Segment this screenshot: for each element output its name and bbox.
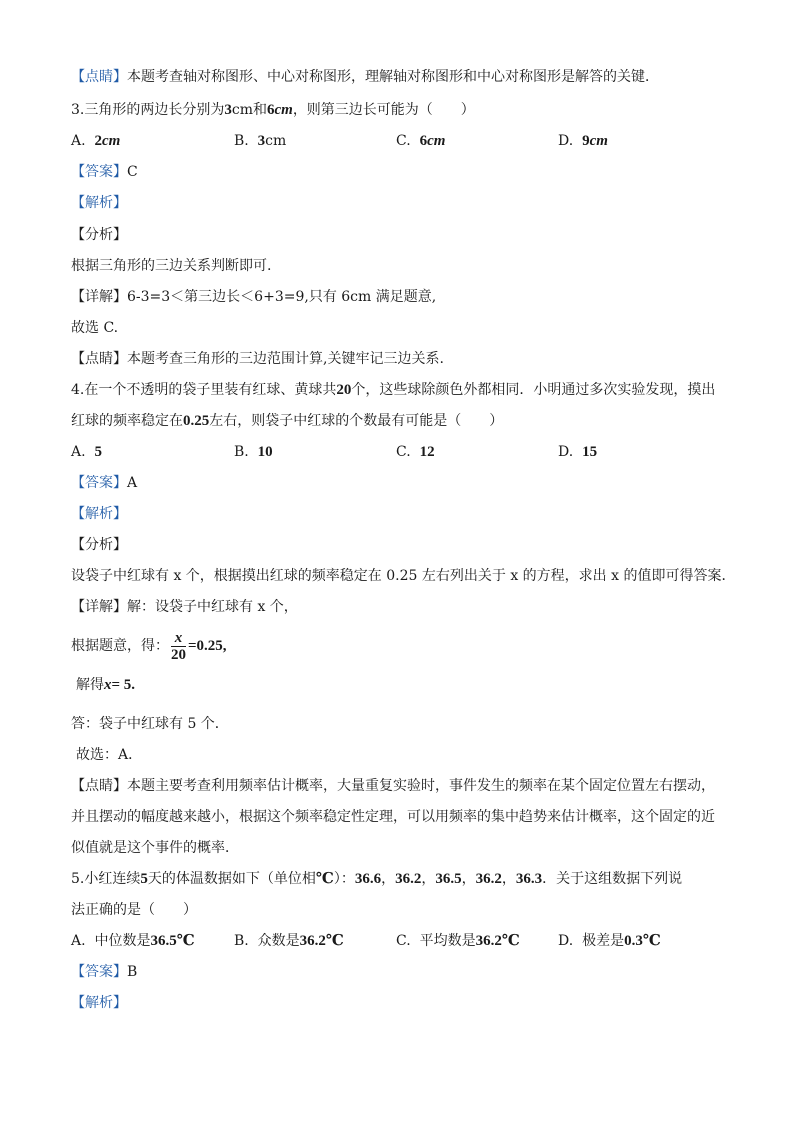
choose-q3: 故选 C. (71, 320, 119, 336)
question-5-line2: 法正确的是（ ） (71, 902, 197, 918)
tag-xiangjie: 【详解】 (71, 289, 127, 305)
detail-q3 (71, 287, 436, 307)
option-b (234, 931, 344, 951)
tag-fenxi: 【分析】 (71, 227, 127, 243)
option-text: 中位数是 (94, 933, 151, 949)
option-c (396, 442, 435, 462)
fraction-numerator: x (171, 630, 186, 647)
note-text: 本题主要考查利用频率估计概率，大量重复实验时，事件发生的频率在某个固定位置左右摆动， (127, 778, 715, 794)
note-q4-line3: 似值就是这个事件的概率． (71, 840, 239, 856)
separator: ， (501, 871, 516, 887)
fenxi-q4 (71, 535, 127, 555)
option-text: 众数是 (257, 933, 300, 949)
tag-jiexi: 【解析】 (71, 195, 127, 211)
answer-value: A (127, 475, 138, 491)
option-value: 6 (419, 133, 428, 149)
option-c (396, 931, 520, 951)
question-4-line1 (71, 380, 715, 400)
tag-jiexi: 【解析】 (71, 506, 127, 522)
question-text: 左右，则袋子中红球的个数最有可能是（ ） (209, 413, 504, 429)
option-label: D. (558, 933, 574, 949)
data-value: 36.5 (435, 871, 462, 887)
tag-answer: 【答案】 (71, 164, 127, 180)
option-text: 平均数是 (419, 933, 476, 949)
option-label: C. (396, 933, 411, 949)
unit: cm (274, 102, 293, 118)
note-text: 本题考查三角形的三边范围计算,关键牢记三边关系. (127, 351, 444, 367)
data-value: 36.3 (515, 871, 543, 887)
option-label: B. (234, 133, 249, 149)
data-value: 36.2 (395, 871, 422, 887)
question-text: 和 (252, 102, 267, 118)
math-value: 20 (336, 382, 352, 398)
option-value: 36.2℃ (475, 933, 520, 949)
tag-dianjing: 【点睛】 (71, 69, 127, 85)
option-a (71, 931, 195, 951)
question-text: ．关于这组数据下列说 (542, 871, 683, 887)
option-d (558, 131, 608, 151)
question-text: 3.三角形的两边长分别为 (71, 102, 225, 118)
math-var: x (104, 677, 112, 693)
question-text: 红球的频率稳定在 (71, 413, 183, 429)
jiexi-q5 (71, 993, 127, 1013)
equation-line (71, 628, 227, 664)
analysis-q4: 设袋子中红球有 x 个，根据摸出红球的频率稳定在 0.25 左右列出关于 x 的方程，求出 x 的值即可得答案． (71, 568, 736, 584)
option-value: 15 (582, 444, 598, 460)
fraction (171, 630, 186, 663)
math-value: 3 (224, 102, 232, 118)
tag-answer: 【答案】 (71, 475, 127, 491)
option-label: C. (396, 444, 411, 460)
question-text: ，则第三边长可能为（ ） (292, 102, 475, 118)
option-label: B. (234, 933, 249, 949)
option-a (71, 131, 120, 151)
math-value: 5 (140, 871, 148, 887)
option-value: 36.2℃ (299, 933, 344, 949)
option-label: D. (558, 444, 574, 460)
note-q4-line2: 并且摆动的幅度越来越小，根据这个频率稳定性定理，可以用频率的集中趋势来估计概率，这个固定的近 (71, 809, 715, 825)
option-label: A. (71, 933, 86, 949)
option-value: 0.3℃ (624, 933, 661, 949)
option-a (71, 442, 102, 462)
detail-text: 6-3=3＜第三边长＜6+3=9,只有 6cm 满足题意, (127, 289, 437, 305)
math-value: = 5. (111, 677, 136, 693)
fraction-denominator: 20 (171, 646, 186, 663)
equation-prefix: 根据题意，得： (71, 638, 169, 654)
math-value: 0.25 (183, 413, 210, 429)
question-text: 个，这些球除颜色外都相同．小明通过多次实验发现，摸出 (351, 382, 716, 398)
question-text: 天的体温数据如下（单位相 (147, 871, 316, 887)
solve-line (76, 675, 135, 695)
option-value: 36.5℃ (150, 933, 195, 949)
option-unit: cm (101, 133, 121, 149)
answer-q5 (71, 962, 137, 982)
note-text: 本题考查轴对称图形、中心对称图形，理解轴对称图形和中心对称图形是解答的关键． (127, 69, 659, 85)
option-text: 极差是 (582, 933, 625, 949)
data-value: 36.2 (475, 871, 502, 887)
answer-value: B (127, 964, 138, 980)
option-unit: cm (589, 133, 608, 149)
option-value: 9 (582, 133, 590, 149)
separator: ， (461, 871, 476, 887)
data-value: 36.6 (354, 871, 382, 887)
answer-q4 (71, 473, 137, 493)
analysis-q3: 根据三角形的三边关系判断即可. (71, 258, 272, 274)
unit: cm (231, 102, 253, 118)
option-value: 2 (94, 133, 102, 149)
separator: ， (381, 871, 396, 887)
option-value: 3 (257, 133, 266, 149)
question-text: 4.在一个不透明的袋子里装有红球、黄球共 (71, 382, 337, 398)
solve-prefix: 解得 (76, 677, 104, 693)
math-value: 6 (266, 102, 275, 118)
fenxi-q3 (71, 225, 127, 245)
option-b (234, 442, 273, 462)
math-unit: ℃ (315, 871, 334, 887)
option-d (558, 442, 597, 462)
question-text: 5.小红连续 (71, 871, 141, 887)
option-label: A. (71, 133, 86, 149)
note-q3 (71, 349, 444, 369)
answer-value: C (127, 164, 138, 180)
detail-text: 解：设袋子中红球有 x 个， (127, 599, 298, 615)
answer-q3 (71, 162, 138, 182)
tag-jiexi: 【解析】 (71, 995, 127, 1011)
tag-answer: 【答案】 (71, 964, 127, 980)
tag-dianjing: 【点睛】 (71, 778, 127, 794)
tag-fenxi: 【分析】 (71, 537, 127, 553)
jiexi-q3 (71, 193, 127, 213)
separator: ， (421, 871, 436, 887)
option-label: C. (396, 133, 411, 149)
note-q2 (71, 67, 659, 87)
option-b (234, 131, 286, 151)
reply-q4: 答：袋子中红球有 5 个． (71, 716, 229, 732)
tag-xiangjie: 【详解】 (71, 599, 127, 615)
option-value: 10 (257, 444, 273, 460)
question-4-line2 (71, 411, 503, 431)
equation-rhs: =0.25, (188, 638, 227, 654)
jiexi-q4 (71, 504, 127, 524)
option-d (558, 931, 661, 951)
option-label: D. (558, 133, 574, 149)
option-label: A. (71, 444, 86, 460)
option-value: 12 (419, 444, 435, 460)
detail-q4 (71, 597, 298, 617)
option-value: 5 (94, 444, 102, 460)
question-3 (71, 100, 475, 120)
choose-q4: 故选：A． (76, 747, 143, 763)
option-unit: cm (427, 133, 446, 149)
option-c (396, 131, 445, 151)
note-q4-line1 (71, 776, 715, 796)
option-label: B. (234, 444, 249, 460)
question-text: ）： (333, 871, 355, 887)
option-unit: cm (265, 133, 287, 149)
question-5-line1 (71, 869, 682, 889)
tag-dianjing: 【点睛】 (71, 351, 127, 367)
